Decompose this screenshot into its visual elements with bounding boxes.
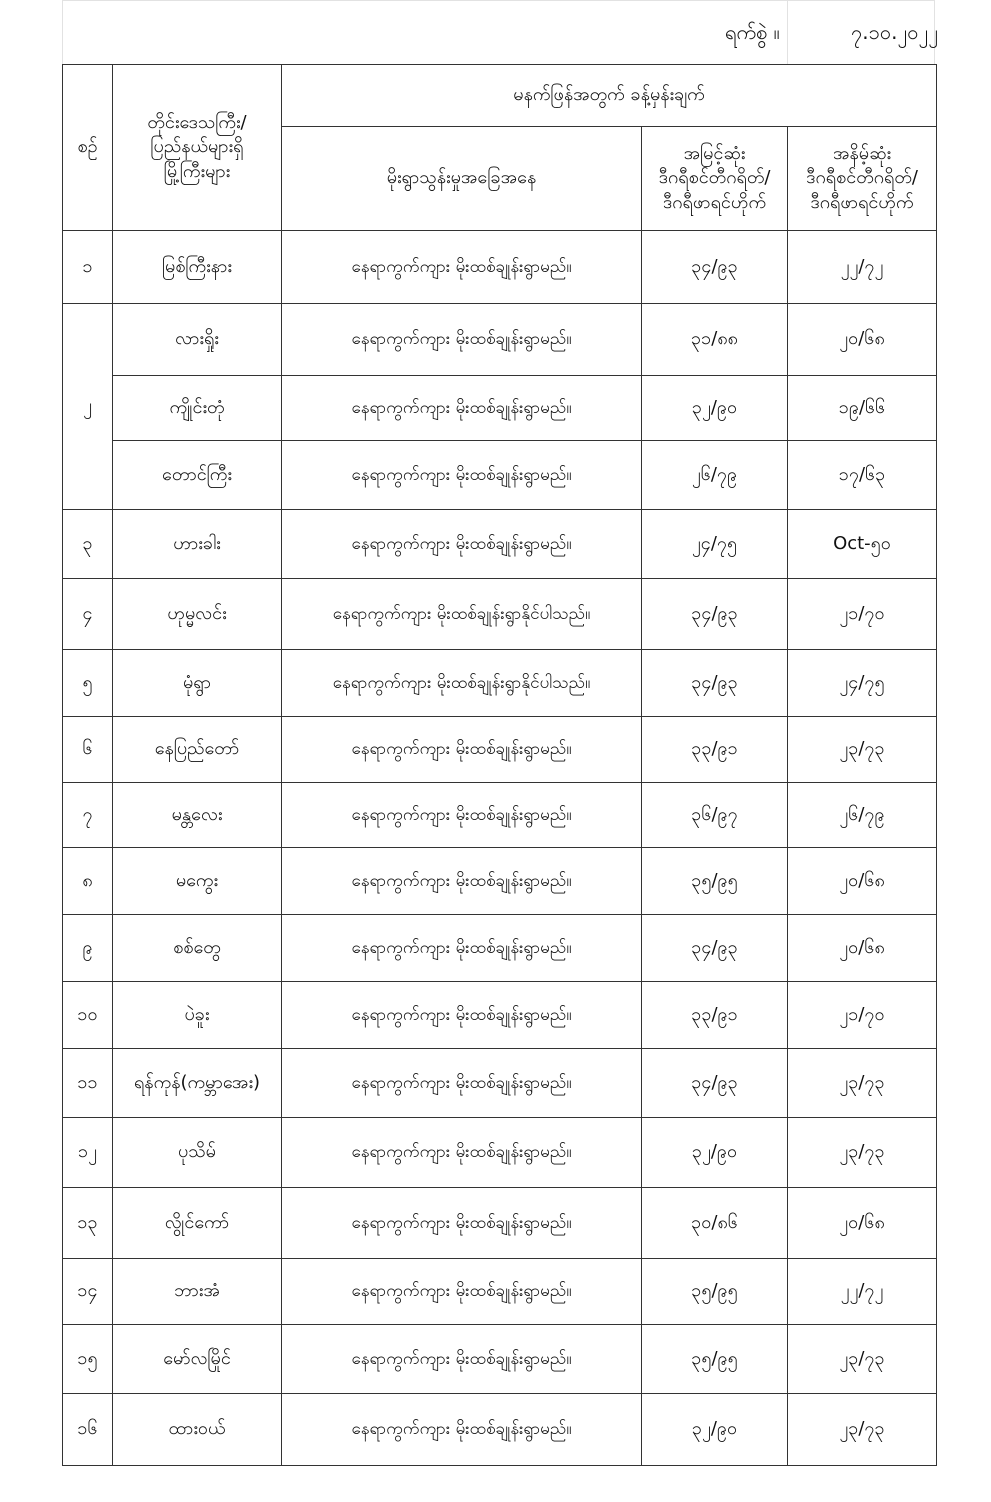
max-temp-cell: ၂၆/၇၉	[642, 441, 788, 510]
condition-cell: နေရာကွက်ကျား မိုးထစ်ချုန်းရွာမည်။	[282, 1188, 642, 1259]
condition-cell: နေရာကွက်ကျား မိုးထစ်ချုန်းရွာမည်။	[282, 783, 642, 848]
max-temp-cell: ၃၂/၉၀	[642, 376, 788, 441]
city-cell: ပဲခူး	[113, 982, 282, 1049]
serial-cell: ၆	[63, 717, 113, 783]
condition-cell: နေရာကွက်ကျား မိုးထစ်ချုန်းရွာမည်။	[282, 231, 642, 304]
city-cell: မြစ်ကြီးနား	[113, 231, 282, 304]
max-temp-cell: ၃၃/၉၁	[642, 982, 788, 1049]
city-cell: ဟားခါး	[113, 510, 282, 579]
city-cell: မုံရွာ	[113, 650, 282, 717]
max-temp-cell: ၃၄/၉၃	[642, 579, 788, 650]
max-temp-cell: ၃၅/၉၅	[642, 1325, 788, 1394]
condition-cell: နေရာကွက်ကျား မိုးထစ်ချုန်းရွာနိုင်ပါသည်။	[282, 650, 642, 717]
serial-cell: ၁၆	[63, 1394, 113, 1466]
max-temp-cell: ၃၄/၉၃	[642, 231, 788, 304]
condition-cell: နေရာကွက်ကျား မိုးထစ်ချုန်းရွာမည်။	[282, 1325, 642, 1394]
table-row	[63, 717, 937, 783]
table-row	[63, 1394, 937, 1466]
header-forecast-group: မနက်ဖြန်အတွက် ခန့်မှန်းချက်	[282, 65, 937, 127]
min-temp-cell: ၂၁/၇၀	[788, 579, 937, 650]
table-row	[63, 441, 937, 510]
min-temp-cell: ၂၃/၇၃	[788, 1325, 937, 1394]
min-temp-cell: ၂၆/၇၉	[788, 783, 937, 848]
header-city	[113, 65, 282, 231]
city-cell: ပုသိမ်	[113, 1118, 282, 1188]
header-min-temp	[788, 127, 937, 231]
date-value: ၇.၁၀.၂၀၂၂	[851, 20, 939, 44]
table-row	[63, 304, 937, 376]
min-temp-cell: ၂၃/၇၃	[788, 1118, 937, 1188]
max-temp-cell: ၃၂/၉၀	[642, 1394, 788, 1466]
condition-cell: နေရာကွက်ကျား မိုးထစ်ချုန်းရွာမည်။	[282, 982, 642, 1049]
min-temp-cell: ၂၀/၆၈	[788, 304, 937, 376]
header-city-line3: မြို့ကြီးများ	[163, 160, 231, 182]
city-cell: ဘားအံ	[113, 1259, 282, 1325]
header-max-line1: အမြင့်ဆုံး	[683, 143, 746, 165]
city-cell: လွိုင်ကော်	[113, 1188, 282, 1259]
min-temp-cell: ၂၂/၇၂	[788, 1259, 937, 1325]
condition-cell: နေရာကွက်ကျား မိုးထစ်ချုန်းရွာမည်။	[282, 915, 642, 982]
table-row	[63, 579, 937, 650]
table-row	[63, 915, 937, 982]
min-temp-cell: ၂၀/၆၈	[788, 1188, 937, 1259]
max-temp-cell: ၃၂/၉၀	[642, 1118, 788, 1188]
serial-cell: ၃	[63, 510, 113, 579]
max-temp-cell: ၃၄/၉၃	[642, 1049, 788, 1118]
header-max-line2: ဒီဂရီစင်တီဂရိတ်/	[658, 167, 771, 189]
city-cell: ထားဝယ်	[113, 1394, 282, 1466]
table-row	[63, 1049, 937, 1118]
condition-cell: နေရာကွက်ကျား မိုးထစ်ချုန်းရွာမည်။	[282, 1259, 642, 1325]
min-temp-cell: ၂၀/၆၈	[788, 848, 937, 915]
max-temp-cell: ၃၆/၉၇	[642, 783, 788, 848]
table-row	[63, 1118, 937, 1188]
table-row	[63, 1259, 937, 1325]
condition-cell: နေရာကွက်ကျား မိုးထစ်ချုန်းရွာမည်။	[282, 1049, 642, 1118]
city-cell: လားရှိုး	[113, 304, 282, 376]
serial-cell: ၂	[63, 304, 113, 510]
city-cell: တောင်ကြီး	[113, 441, 282, 510]
serial-cell: ၄	[63, 579, 113, 650]
max-temp-cell: ၃၃/၉၁	[642, 717, 788, 783]
table-row	[63, 783, 937, 848]
serial-cell: ၉	[63, 915, 113, 982]
condition-cell: နေရာကွက်ကျား မိုးထစ်ချုန်းရွာမည်။	[282, 848, 642, 915]
date-row	[62, 0, 939, 64]
min-temp-cell: Oct-၅၀	[788, 510, 937, 579]
serial-cell: ၁၂	[63, 1118, 113, 1188]
serial-cell: ၈	[63, 848, 113, 915]
table-row	[63, 231, 937, 304]
min-temp-cell: ၂၃/၇၃	[788, 717, 937, 783]
city-cell: မော်လမြိုင်	[113, 1325, 282, 1394]
table-row	[63, 848, 937, 915]
serial-cell: ၇	[63, 783, 113, 848]
table-row	[63, 1325, 937, 1394]
table-row	[63, 1188, 937, 1259]
condition-cell: နေရာကွက်ကျား မိုးထစ်ချုန်းရွာမည်။	[282, 376, 642, 441]
max-temp-cell: ၃၀/၈၆	[642, 1188, 788, 1259]
min-temp-cell: ၂၃/၇၃	[788, 1049, 937, 1118]
condition-cell: နေရာကွက်ကျား မိုးထစ်ချုန်းရွာနိုင်ပါသည်။	[282, 579, 642, 650]
table-row	[63, 376, 937, 441]
header-city-line1: တိုင်းဒေသကြီး/	[147, 112, 247, 134]
date-label: ရက်စွဲ ။	[725, 20, 780, 44]
min-temp-cell: ၂၂/၇၂	[788, 231, 937, 304]
city-cell: မန္တလေး	[113, 783, 282, 848]
max-temp-cell: ၃၅/၉၅	[642, 1259, 788, 1325]
min-temp-cell: ၁၉/၆၆	[788, 376, 937, 441]
city-cell: ရန်ကုန်(ကမ္ဘာအေး)	[113, 1049, 282, 1118]
min-temp-cell: ၂၁/၇၀	[788, 982, 937, 1049]
condition-cell: နေရာကွက်ကျား မိုးထစ်ချုန်းရွာမည်။	[282, 1118, 642, 1188]
min-temp-cell: ၂၀/၆၈	[788, 915, 937, 982]
table-row	[63, 982, 937, 1049]
city-cell: ဟုမ္မလင်း	[113, 579, 282, 650]
city-cell: မကွေး	[113, 848, 282, 915]
max-temp-cell: ၃၄/၉၃	[642, 650, 788, 717]
serial-cell: ၁၅	[63, 1325, 113, 1394]
min-temp-cell: ၁၇/၆၃	[788, 441, 937, 510]
serial-cell: ၁	[63, 231, 113, 304]
serial-cell: ၁၀	[63, 982, 113, 1049]
table-row	[63, 650, 937, 717]
max-temp-cell: ၃၄/၉၃	[642, 915, 788, 982]
serial-cell: ၁၁	[63, 1049, 113, 1118]
min-temp-cell: ၂၃/၇၃	[788, 1394, 937, 1466]
condition-cell: နေရာကွက်ကျား မိုးထစ်ချုန်းရွာမည်။	[282, 441, 642, 510]
header-min-line2: ဒီဂရီစင်တီဂရိတ်/	[806, 167, 918, 189]
min-temp-cell: ၂၄/၇၅	[788, 650, 937, 717]
table-row	[63, 510, 937, 579]
header-condition: မိုးရွာသွန်းမှုအခြေအနေ	[282, 127, 642, 231]
max-temp-cell: ၃၅/၉၅	[642, 848, 788, 915]
header-max-temp	[642, 127, 788, 231]
condition-cell: နေရာကွက်ကျား မိုးထစ်ချုန်းရွာမည်။	[282, 304, 642, 376]
city-cell: နေပြည်တော်	[113, 717, 282, 783]
header-serial: စဉ်	[63, 65, 113, 231]
header-min-line3: ဒီဂရီဖာရင်ဟိုက်	[810, 191, 914, 213]
serial-cell: ၁၄	[63, 1259, 113, 1325]
city-cell: စစ်တွေ	[113, 915, 282, 982]
max-temp-cell: ၂၄/၇၅	[642, 510, 788, 579]
condition-cell: နေရာကွက်ကျား မိုးထစ်ချုန်းရွာမည်။	[282, 510, 642, 579]
date-divider	[787, 1, 788, 65]
header-city-line2: ပြည်နယ်များရှိ	[150, 136, 244, 158]
city-cell: ကျိုင်းတုံ	[113, 376, 282, 441]
max-temp-cell: ၃၁/၈၈	[642, 304, 788, 376]
condition-cell: နေရာကွက်ကျား မိုးထစ်ချုန်းရွာမည်။	[282, 717, 642, 783]
serial-cell: ၅	[63, 650, 113, 717]
forecast-table	[62, 64, 937, 1466]
serial-cell: ၁၃	[63, 1188, 113, 1259]
header-min-line1: အနိမ့်ဆုံး	[832, 143, 892, 165]
header-max-line3: ဒီဂရီဖာရင်ဟိုက်	[662, 191, 767, 213]
condition-cell: နေရာကွက်ကျား မိုးထစ်ချုန်းရွာမည်။	[282, 1394, 642, 1466]
